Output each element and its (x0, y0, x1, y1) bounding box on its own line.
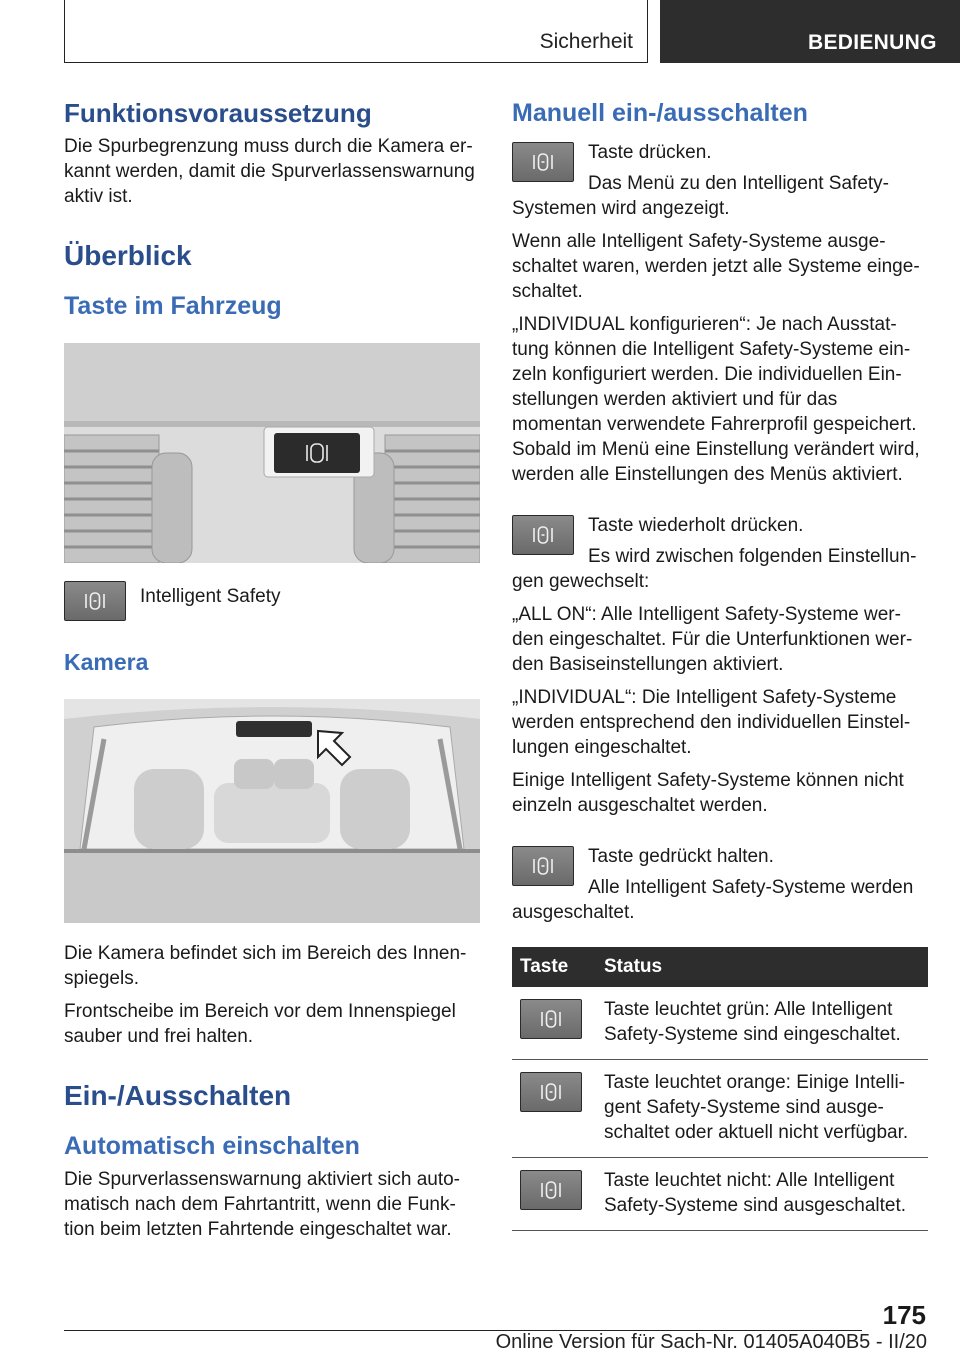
table-cell-key (512, 1060, 596, 1158)
text-kamera-sauber: Frontscheibe im Bereich vor dem Innenspiegel sauber und frei halten. (64, 1001, 456, 1047)
text-automatisch: Die Spurverlassenswarnung aktiviert sich auto-matisch nach dem Fahrtantritt, wenn die Funk-tion beim letzten Fahrtende eingeschaltet war. (64, 1169, 461, 1240)
footer-online-version: Online Version für Sach-Nr. 01405A040B5 - II/20 (495, 1331, 927, 1353)
step-repeat-text: Es wird zwischen folgenden Einstellun-gen gewechselt: (512, 546, 917, 592)
step-hold-action: Taste gedrückt halten. (588, 846, 774, 867)
step-press (512, 140, 928, 221)
step-hold-text: Alle Intelligent Safety-Systeme werden ausgeschaltet. (512, 877, 914, 923)
heading-ueberblick: Überblick (64, 240, 192, 271)
text-kamera-position: Die Kamera befindet sich im Bereich des Innen-spiegels. (64, 943, 467, 989)
header-section-box (64, 0, 648, 63)
text-alle-aus: Wenn alle Intelligent Safety-Systeme ausge-schaltet waren, werden jetzt alle Systeme einge-schaltet. (512, 231, 920, 302)
intelligent-safety-key-icon[interactable] (512, 515, 574, 555)
text-all-on: „ALL ON“: Alle Intelligent Safety-Systeme wer-den eingeschaltet. Für die Unterfunktionen wer-den Basiseinstellungen aktiviert. (512, 604, 913, 675)
intelligent-safety-key-icon (520, 999, 582, 1039)
heading-kamera: Kamera (64, 649, 149, 675)
table-cell-status: Taste leuchtet nicht: Alle Intelligent Safety-Systeme sind ausgeschaltet. (596, 1158, 928, 1231)
table-row (512, 1060, 928, 1158)
dashboard-photo (64, 343, 480, 563)
table-cell-key (512, 987, 596, 1060)
step-press-text: Das Menü zu den Intelligent Safety-Systemen wird angezeigt. (512, 173, 890, 219)
text-individual-konfigurieren: „INDIVIDUAL konfigurieren“: Je nach Ausstat-tung können die Intelligent Safety-Systeme ein-zeln konfiguriert werden. Die individuellen Ein-stellungen werden aktiviert und für das momentan verwendete Fahrerprofil gespeichert. Sobald im Menü eine Einstellung verändert wird, werden alle Einstellungen des Menüs aktiviert. (512, 314, 920, 485)
table-cell-status: Taste leuchtet grün: Alle Intelligent Safety-Systeme sind eingeschaltet. (596, 987, 928, 1060)
step-repeat-action: Taste wiederholt drücken. (588, 515, 804, 536)
text-individual: „INDIVIDUAL“: Die Intelligent Safety-Systeme werden entsprechend den individuellen Einstel-lungen eingeschaltet. (512, 687, 911, 758)
intelligent-safety-key-icon (520, 1170, 582, 1210)
page-number: 175 (882, 1300, 926, 1330)
intelligent-safety-key-icon[interactable] (64, 581, 126, 621)
table-cell-status: Taste leuchtet orange: Einige Intelli-gent Safety-Systeme sind ausge-schaltet oder aktuell nicht verfügbar. (596, 1060, 928, 1158)
heading-taste-im-fahrzeug: Taste im Fahrzeug (64, 292, 282, 320)
table-cell-key (512, 1158, 596, 1231)
text-funktionsvoraussetzung: Die Spurbegrenzung muss durch die Kamera er-kannt werden, damit die Spurverlassenswarnung aktiv ist. (64, 136, 475, 207)
heading-manuell: Manuell ein-/ausschalten (512, 99, 808, 127)
key-caption: Intelligent Safety (140, 586, 281, 607)
heading-funktionsvoraussetzung: Funktionsvoraussetzung (64, 98, 372, 128)
step-press-repeat (512, 513, 928, 594)
status-table (512, 947, 928, 1231)
intelligent-safety-key-icon (520, 1072, 582, 1112)
header-section: Sicherheit (539, 30, 633, 53)
heading-ein-ausschalten: Ein-/Ausschalten (64, 1080, 292, 1111)
camera-photo (64, 699, 480, 923)
step-hold (512, 844, 928, 925)
table-row (512, 987, 928, 1060)
header-chapter: BEDIENUNG (808, 31, 937, 54)
step-press-action: Taste drücken. (588, 142, 712, 163)
table-header-status: Status (596, 947, 928, 987)
table-header-taste: Taste (512, 947, 596, 987)
header-chapter-box (660, 0, 960, 63)
text-einige: Einige Intelligent Safety-Systeme können nicht einzeln ausgeschaltet werden. (512, 770, 904, 816)
table-row (512, 1158, 928, 1231)
intelligent-safety-key-icon[interactable] (512, 846, 574, 886)
table-header-row (512, 947, 928, 987)
right-column (512, 98, 928, 1231)
key-caption-row (64, 581, 480, 621)
intelligent-safety-key-icon[interactable] (512, 142, 574, 182)
left-column (64, 98, 480, 1242)
heading-automatisch-einschalten: Automatisch einschalten (64, 1132, 360, 1160)
